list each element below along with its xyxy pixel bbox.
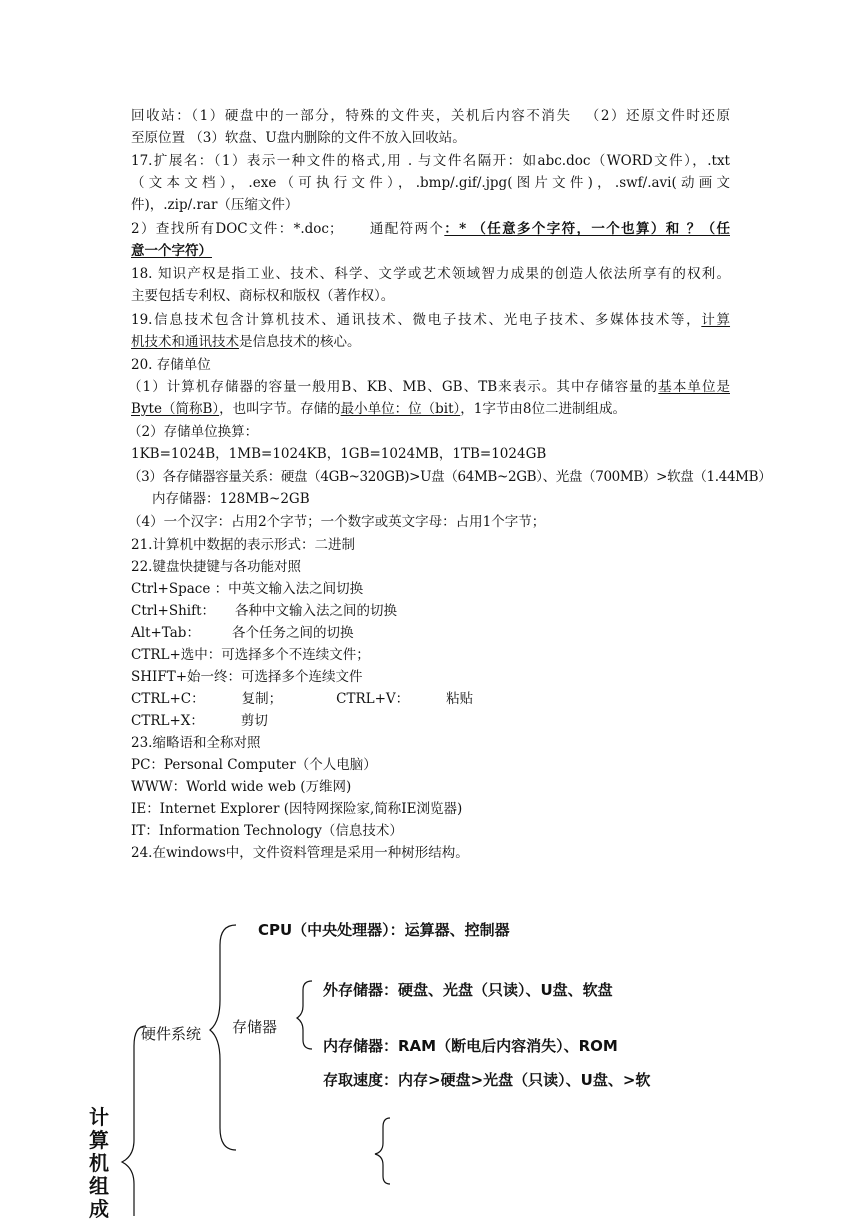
shortcut-desc: 粘贴	[446, 691, 474, 707]
it-core-start: 计算	[701, 312, 731, 328]
access-speed-label: 存取速度：内存>硬盘>光盘（只读）、U盘、>软	[323, 1071, 651, 1089]
wildcard-label: 通配符两个	[368, 221, 445, 237]
computer-brace	[122, 1026, 146, 1216]
byte-text: ，也叫字节。存储的	[219, 401, 341, 417]
shortcut-desc: 中英文输入法之间切换	[228, 581, 364, 597]
cpu-label: CPU（中央处理器）：运算器、控制器	[258, 921, 510, 939]
title-char: 计	[89, 1105, 109, 1129]
recycle-bin-line-2: 至原位置 （3）软盘、U盘内删除的文件不放入回收站。	[131, 130, 466, 146]
wildcard-doc-text: 2）查找所有DOC文件：*.doc；	[131, 221, 343, 237]
ip-line-1: 18. 知识产权是指工业、技术、科学、文学或艺术领域智力成果的创造人依法所享有的权利。	[131, 266, 730, 282]
abbrev-www: WWW：World wide web (万维网)	[131, 779, 352, 795]
shortcut-key: Ctrl+Shift：	[131, 603, 216, 619]
hardware-brace	[210, 925, 236, 1150]
shortcut-key: CTRL+X：	[131, 713, 204, 729]
storage-label: 存储器	[232, 1018, 278, 1036]
title-char: 成	[89, 1197, 109, 1221]
recycle-bin-line-1: 回收站：（1）硬盘中的一部分，特殊的文件夹，关机后内容不消失 （2）还原文件时还原	[131, 108, 730, 124]
min-unit-term: 最小单位：位（bit）	[340, 401, 461, 417]
shortcut-key: Alt+Tab：	[131, 625, 200, 641]
abbrev-heading: 23.缩略语和全称对照	[131, 735, 261, 751]
shortcut-shift-range: SHIFT+始一终：可选择多个连续文件	[131, 669, 363, 685]
shortcut-desc: 复制；	[241, 691, 283, 707]
wildcard-explanation: ：* （任意多个字符，一个也算）和 ？（任	[444, 221, 730, 237]
ip-line-2: 主要包括专利权、商标权和版权（著作权）。	[131, 288, 395, 304]
binary-line: 21.计算机中数据的表示形式：二进制	[131, 537, 355, 553]
unit-conversion-heading: （2）存储单位换算：	[128, 424, 259, 440]
title-char: 机	[89, 1151, 109, 1175]
basic-unit-label: 基本单位是	[658, 379, 730, 395]
shortcut-desc: 各种中文输入法之间的切换	[235, 603, 398, 619]
title-char: 组	[89, 1174, 109, 1198]
shortcut-desc: 各个任务之间的切换	[231, 625, 354, 641]
storage-capacity-text: （1）计算机存储器的容量一般用B、KB、MB、GB、TB来表示。其中存储容量的	[128, 379, 659, 395]
it-core-suffix: 是信息技术的核心。	[239, 334, 361, 350]
hardware-system-label: 硬件系统	[141, 1025, 202, 1043]
extension-line-1: 17.扩展名：（1）表示一种文件的格式,用 . 与文件名隔开：如abc.doc（WORD文件），.txt	[131, 153, 730, 169]
computer-composition-title	[88, 1106, 110, 1221]
unit-conversion-line: 1KB=1024B，1MB=1024KB，1GB=1024MB，1TB=1024GB	[131, 446, 547, 462]
memory-capacity-line: 内存储器：128MB~2GB	[152, 491, 310, 507]
storage-unit-heading: 20. 存储单位	[131, 357, 211, 373]
internal-storage-label: 内存储器：RAM（断电后内容消失）、ROM	[323, 1037, 618, 1055]
shortcut-heading: 22.键盘快捷键与各功能对照	[131, 559, 301, 575]
storage-brace	[297, 981, 312, 1049]
it-text: 19.信息技术包含计算机技术、通讯技术、微电子技术、光电子技术、多媒体技术等，	[131, 312, 702, 328]
shortcut-key: Ctrl+Space ：	[131, 581, 229, 597]
shortcut-key: CTRL+C：	[131, 691, 205, 707]
it-core-end: 机技术和通讯技术	[131, 334, 239, 350]
abbrev-pc: PC：Personal Computer（个人电脑）	[131, 757, 377, 773]
extension-line-3: 件)，.zip/.rar（压缩文件）	[131, 197, 299, 213]
external-storage-label: 外存储器：硬盘、光盘（只读）、U盘、软盘	[323, 981, 613, 999]
shortcut-desc: 剪切	[240, 713, 268, 729]
empty-brace	[375, 1118, 390, 1184]
tree-structure-line: 24.在windows中，文件资料管理是采用一种树形结构。	[131, 845, 469, 861]
byte-term: Byte（简称B）	[131, 401, 220, 417]
shortcut-ctrl-select: CTRL+选中：可选择多个不连续文件；	[131, 647, 370, 663]
wildcard-explanation-2: 意一个字符）	[131, 243, 212, 259]
extension-line-2: （文本文档），.exe（可执行文件），.bmp/.gif/.jpg(图片文件)，.swf/.avi(动画文	[131, 175, 730, 191]
char-bytes-line: （4）一个汉字：占用2个字节；一个数字或英文字母：占用1个字节；	[128, 514, 546, 530]
abbrev-ie: IE：Internet Explorer (因特网探险家,简称IE浏览器)	[131, 801, 463, 817]
title-char: 算	[89, 1128, 109, 1152]
byte-bits-text: ，1字节由8位二进制组成。	[460, 401, 626, 417]
abbrev-it: IT：Information Technology（信息技术）	[131, 823, 403, 839]
capacity-relation-line: （3）各存储器容量关系：硬盘（4GB~320GB)>U盘（64MB~2GB）、光盘（700MB）>软盘（1.44MB）	[128, 469, 772, 485]
shortcut-key: CTRL+V：	[336, 691, 410, 707]
